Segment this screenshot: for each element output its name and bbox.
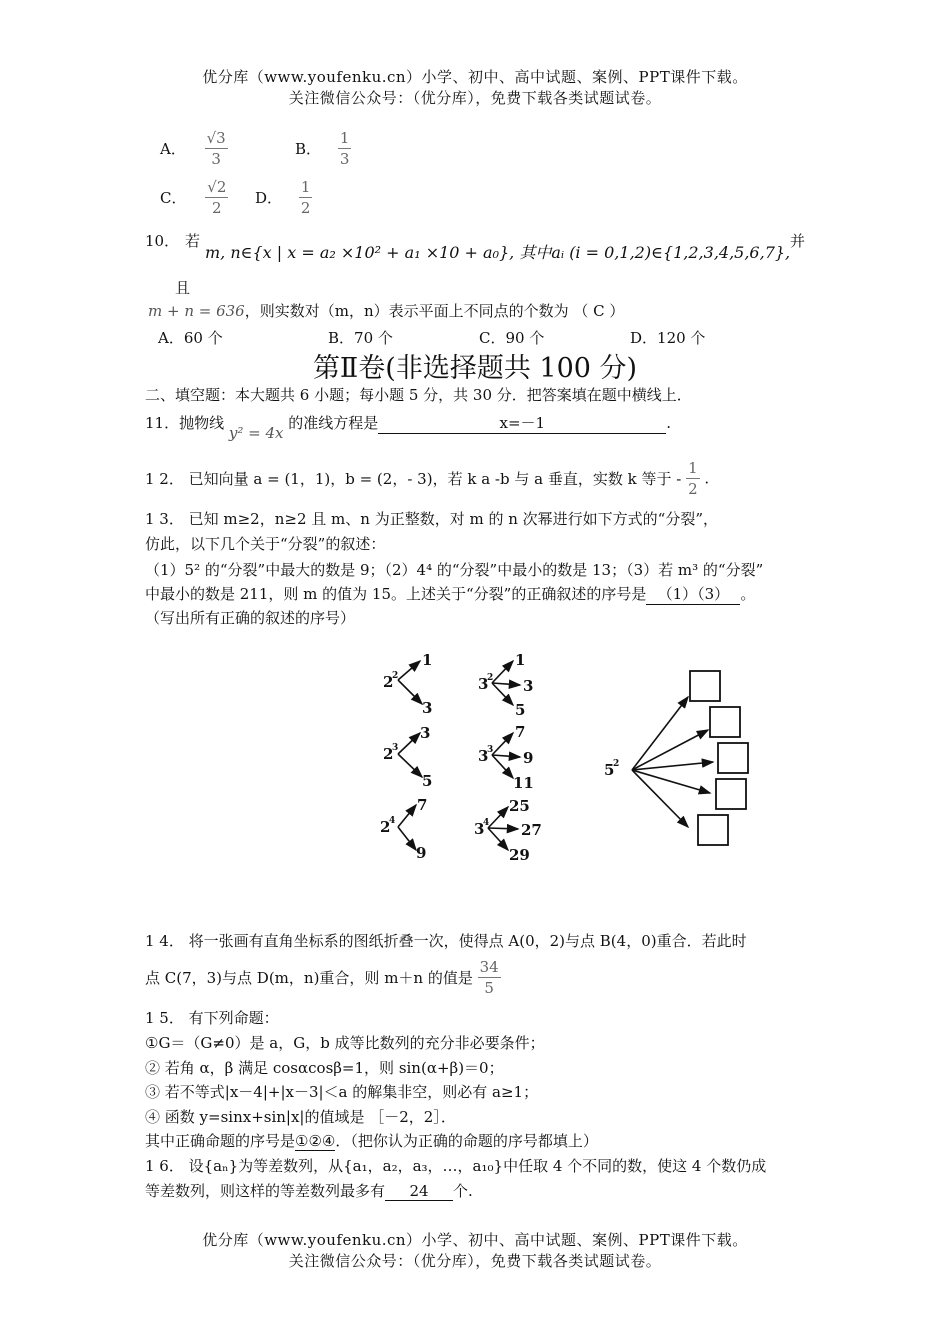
q13-line-4-end: 。	[740, 585, 756, 603]
out-label: 3	[422, 699, 433, 717]
section-title: 第Ⅱ卷(非选择题共 100 分)	[312, 353, 638, 384]
q15-answer-prefix: 其中正确命题的序号是	[145, 1132, 296, 1150]
out-label: 5	[422, 772, 433, 790]
blank-box	[698, 815, 728, 845]
q12-fraction: $\frac{1}{2}$	[688, 459, 698, 498]
arrow	[398, 733, 420, 754]
out-label: 25	[509, 797, 530, 815]
blank-box	[690, 671, 720, 701]
q10-condition-line	[148, 300, 624, 321]
option-label: C．	[160, 189, 187, 207]
q11-line	[145, 412, 672, 442]
q9-option-a	[160, 128, 228, 169]
q10-bing: 并	[790, 232, 806, 250]
footer-line-2: 关注微信公众号：（优分库），免费下载各类试题试卷。	[288, 1252, 662, 1270]
q14-line-2	[145, 957, 501, 998]
out-label: 3	[420, 724, 431, 742]
q13-answer: （1）（3）	[646, 583, 740, 605]
base-label: 2	[383, 745, 394, 763]
out-label: 1	[515, 651, 526, 669]
split-diagram	[370, 645, 760, 865]
base-label: 2	[380, 818, 391, 836]
out-label: 9	[416, 844, 427, 862]
arrow	[492, 661, 513, 683]
q14-line-2-text: 点 C(7，3)与点 D(m，n)重合，则 m＋n 的值是	[145, 969, 473, 987]
exp-label: 4	[389, 816, 396, 826]
option-label: D．	[255, 189, 283, 207]
base-label: 2	[383, 673, 394, 691]
out-label: 29	[509, 846, 530, 864]
base-label: 5	[604, 761, 615, 779]
q9-option-d	[255, 177, 312, 218]
exp-label: 2	[613, 759, 620, 769]
arrow	[398, 805, 416, 827]
q11-formula: y² = 4x	[228, 424, 284, 442]
q9-option-c	[160, 177, 228, 218]
q12-line	[145, 458, 709, 499]
arrow	[488, 807, 508, 828]
option-label: A．	[160, 140, 186, 158]
exp-label: 4	[483, 818, 490, 828]
q15-answer-suffix: ．（把你认为正确的命题的序号都填上）	[335, 1132, 598, 1150]
q14-fraction: $\frac{34}{5}$	[479, 958, 499, 997]
q15-proposition-4: ④ 函数 y=sinx+sin|x|的值域是 ［－2，2］．	[145, 1108, 456, 1126]
header-line-1: 优分库（www.youfenku.cn）小学、初中、高中试题、案例、PPT课件下载。	[202, 68, 748, 86]
q10-option-a: A．60 个	[158, 329, 223, 347]
arrow	[492, 683, 513, 705]
arrow	[632, 697, 688, 770]
q16-line-1: 1 6． 设{aₙ}为等差数列，从{a₁，a₂，a₃，…，a₁₀}中任取 4 个不同的数，使这 4 个数仍成	[145, 1157, 767, 1175]
q10-option-b: B．70 个	[328, 329, 393, 347]
q13-line-4-text: 中最小的数是 211，则 m 的值为 15。上述关于“分裂”的正确叙述的序号是	[145, 585, 647, 603]
out-label: 1	[422, 651, 433, 669]
q10-number: 10．	[145, 232, 180, 250]
q10-condition: m + n = 636	[148, 302, 245, 320]
q16-line-2-prefix: 等差数列，则这样的等差数列最多有	[145, 1182, 386, 1200]
q13-line-5: （写出所有正确的叙述的序号）	[145, 609, 356, 627]
out-label: 9	[523, 749, 534, 767]
q10-formula: m, n∈{x | x = a₂ ×10² + a₁ ×10 + a₀}, 其中aᵢ (i = 0,1,2)∈{1,2,3,4,5,6,7},	[205, 243, 791, 262]
q11-answer: x=－1	[378, 412, 666, 434]
out-label: 27	[521, 821, 542, 839]
q12-prefix: 1 2． 已知向量 a = (1，1)，b = (2，- 3)，若 k a -b 与 a 垂直，实数 k 等于 -	[145, 470, 682, 488]
out-label: 3	[523, 677, 534, 695]
q11-end: .	[666, 414, 672, 432]
q16-answer: 24	[385, 1182, 453, 1201]
out-label: 7	[417, 796, 428, 814]
q13-line-2: 仿此，以下几个关于“分裂”的叙述：	[145, 535, 386, 553]
out-label: 5	[515, 701, 526, 719]
q10-qie: 且	[175, 279, 191, 297]
q11-middle: 的准线方程是	[288, 414, 379, 432]
arrow	[398, 754, 422, 777]
exp-label: 2	[487, 673, 494, 683]
out-label: 7	[515, 723, 526, 741]
exp-label: 3	[487, 745, 494, 755]
q15-proposition-1: ①G＝（G≠0）是 a，G，b 成等比数列的充分非必要条件；	[145, 1034, 545, 1052]
option-label: B．	[295, 140, 322, 158]
blank-box	[710, 707, 740, 737]
q15-answer-line	[145, 1130, 598, 1151]
q13-line-3: （1）5² 的“分裂”中最大的数是 9；（2）4⁴ 的“分裂”中最小的数是 13；（3）若 m³ 的“分裂”	[145, 561, 764, 579]
q15-proposition-2: ② 若角 α，β 满足 cosαcosβ=1，则 sin(α+β)＝0；	[145, 1059, 504, 1077]
q13-line-1: 1 3． 已知 m≥2，n≥2 且 m、n 为正整数，对 m 的 n 次幂进行如下方式的“分裂”，	[145, 510, 718, 528]
arrow	[488, 828, 508, 850]
base-label: 3	[478, 747, 489, 765]
q15-line-1: 1 5． 有下列命题：	[145, 1009, 279, 1027]
base-label: 3	[474, 820, 485, 838]
fraction: $\frac{1}{3}$	[339, 129, 350, 168]
fraction: $\frac{√2}{2}$	[207, 178, 227, 217]
arrow	[492, 755, 520, 757]
q15-answer: ①②④	[295, 1132, 336, 1150]
arrow	[492, 755, 513, 778]
header-line-2: 关注微信公众号：（优分库），免费下载各类试题试卷。	[288, 89, 662, 107]
q12-end: .	[704, 469, 710, 488]
arrow	[492, 683, 520, 685]
q16-line-2-suffix: 个.	[453, 1182, 473, 1200]
q13-line-4	[145, 583, 755, 605]
q10-question: ，则实数对（m，n）表示平面上不同点的个数为 （ C ）	[244, 302, 625, 320]
blank-box	[718, 743, 748, 773]
q11-prefix: 11．抛物线	[145, 414, 225, 432]
q10-option-c: C．90 个	[479, 329, 545, 347]
q10-option-d: D．120 个	[630, 329, 706, 347]
q10-ruo: 若	[185, 232, 201, 250]
footer-line-1: 优分库（www.youfenku.cn）小学、初中、高中试题、案例、PPT课件下载。	[202, 1231, 748, 1249]
fill-intro: 二、填空题：本大题共 6 小题；每小题 5 分，共 30 分．把答案填在题中横线上．	[145, 386, 692, 404]
fraction: $\frac{√3}{3}$	[206, 129, 226, 168]
q15-proposition-3: ③ 若不等式|x－4|+|x－3|＜a 的解集非空，则必有 a≥1；	[145, 1083, 539, 1101]
exp-label: 2	[392, 671, 399, 681]
arrow	[488, 828, 518, 829]
q16-line-2	[145, 1180, 473, 1201]
q9-option-b	[295, 128, 351, 169]
arrow	[398, 661, 420, 680]
arrow	[492, 733, 513, 755]
q14-line-1: 1 4． 将一张画有直角坐标系的图纸折叠一次，使得点 A(0，2)与点 B(4，0)重合．若此时	[145, 932, 747, 950]
arrow	[398, 680, 422, 704]
exp-label: 3	[392, 743, 399, 753]
fraction: $\frac{1}{2}$	[300, 178, 311, 217]
base-label: 3	[478, 675, 489, 693]
arrow	[398, 827, 416, 850]
blank-box	[716, 779, 746, 809]
out-label: 11	[513, 774, 534, 792]
